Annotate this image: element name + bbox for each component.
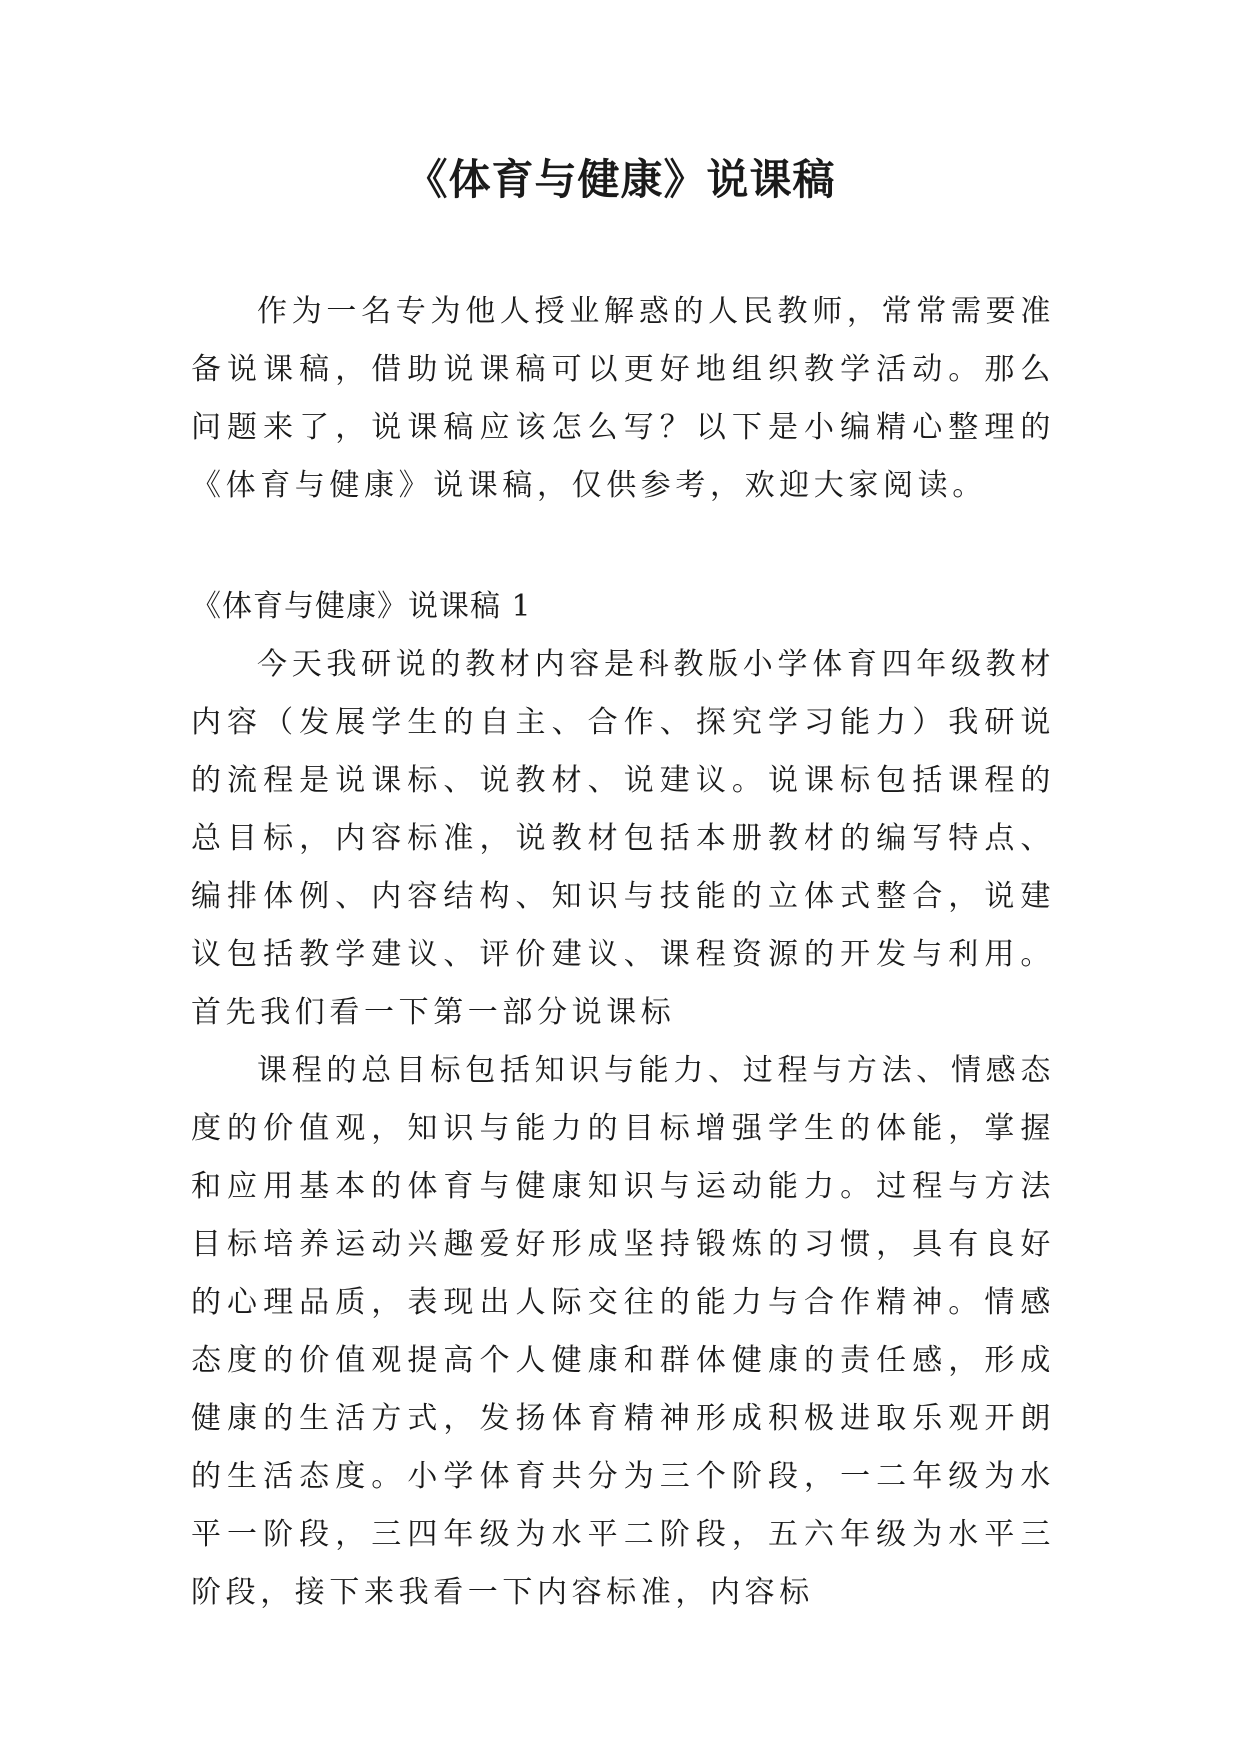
section-heading: 《体育与健康》说课稿 1 <box>191 589 532 624</box>
body-paragraph: 课程的总目标包括知识与能力、过程与方法、情感态度的价值观，知识与能力的目标增强学生的体能，掌握和应用基本的体育与健康知识与运动能力。过程与方法目标培养运动兴趣爱好形成坚持锻炼的习惯，具有良好的心理品质，表现出人际交往的能力与合作精神。情感态度的价值观提高个人健康和群体健康的责任感，形成健康的生活方式，发扬体育精神形成积极进取乐观开朗的生活态度。小学体育共分为三个阶段，一二年级为水平一阶段，三四年级为水平二阶段，五六年级为水平三阶段，接下来我看一下内容标准，内容标 <box>191 1053 1055 1610</box>
document-title: 《体育与健康》说课稿 <box>405 155 836 204</box>
body-paragraph: 今天我研说的教材内容是科教版小学体育四年级教材内容（发展学生的自主、合作、探究学习能力）我研说的流程是说课标、说教材、说建议。说课标包括课程的总目标，内容标准，说教材包括本册教材的编写特点、编排体例、内容结构、知识与技能的立体式整合，说建议包括教学建议、评价建议、课程资源的开发与利用。首先我们看一下第一部分说课标 <box>191 647 1055 1030</box>
intro-paragraph: 作为一名专为他人授业解惑的人民教师，常常需要准备说课稿，借助说课稿可以更好地组织教学活动。那么问题来了，说课稿应该怎么写？以下是小编精心整理的《体育与健康》说课稿，仅供参考，欢迎大家阅读。 <box>191 294 1055 503</box>
